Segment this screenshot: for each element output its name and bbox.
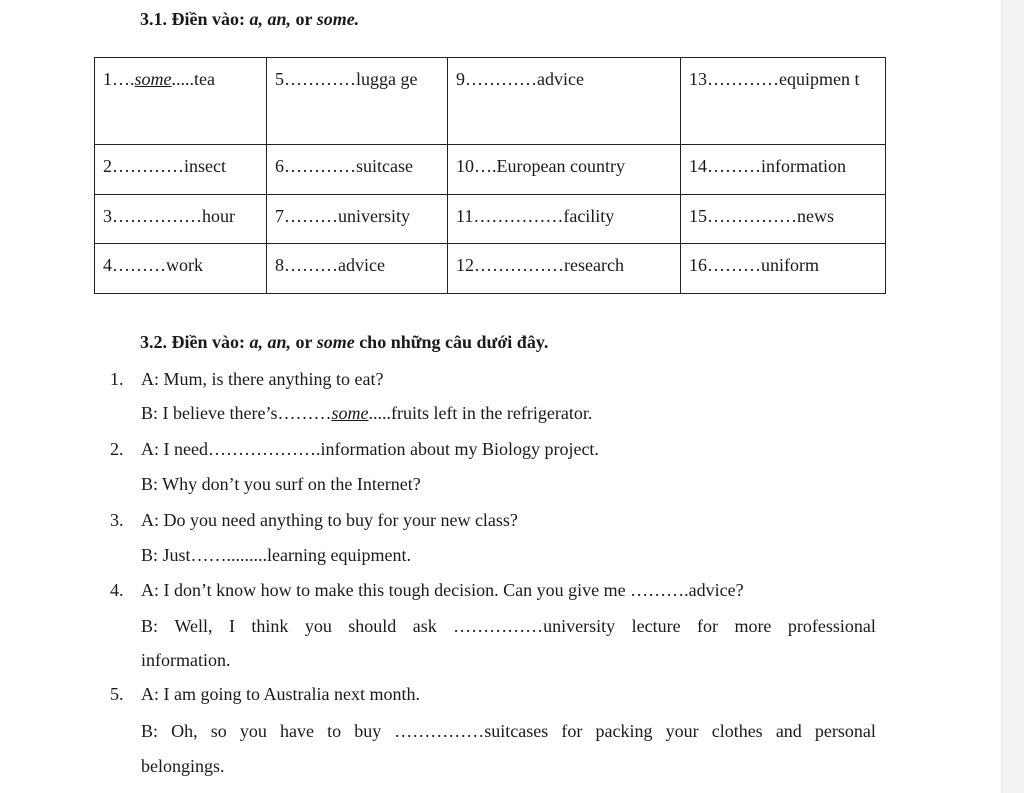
table-row [95,145,886,195]
question-line-b [141,614,876,638]
section-3-1-heading [140,9,359,30]
word: for [561,721,583,741]
cell-suffix: .....tea [171,69,215,89]
heading-or: or [291,332,317,352]
word: ask [412,616,437,636]
table-cell: 16………uniform [681,244,886,294]
question-line-b-continued: belongings. [141,756,225,776]
cell-prefix: 1…. [103,69,135,89]
word: personal [814,721,876,741]
word: buy [354,721,382,741]
word: clothes [711,721,763,741]
question-number: 3. [110,510,124,530]
table-cell: 4………work [95,244,267,294]
line-prefix: B: I believe there’s……… [141,403,332,423]
word: I [228,616,235,636]
word: should [348,616,397,636]
word: more [734,616,772,636]
word: you [239,721,267,741]
question-line-a: A: I am going to Australia next month. [141,684,420,704]
question-number: 1. [110,369,124,389]
question-line-b [141,401,876,425]
table-cell: 10….European country [448,145,681,195]
word: your [665,721,699,741]
table-cell: 9…………advice [448,58,681,145]
question-line-a: A: Mum, is there anything to eat? [141,369,384,389]
word: ……………university [453,616,616,636]
word: packing [595,721,653,741]
table-cell: 15……………news [681,195,886,244]
question-line-a: A: I don’t know how to make this tough decision. Can you give me ……….advice? [141,580,744,600]
word: Oh, [171,721,198,741]
word: to [327,721,342,741]
question-line-b: B: Just…….........learning equipment. [141,545,411,565]
table-row [95,244,886,294]
word: B: [141,616,159,636]
word: have [279,721,314,741]
table-row [95,195,886,244]
question-line-b [141,719,876,743]
question-line-a: A: I need……………….information about my Biology project. [141,439,599,459]
table-cell: 3……………hour [95,195,267,244]
table-row [95,58,886,145]
table-cell: 2…………insect [95,145,267,195]
table-cell [95,58,267,145]
table-cell: 12……………research [448,244,681,294]
table-cell: 6…………suitcase [267,145,448,195]
question-line-b: B: Why don’t you surf on the Internet? [141,474,421,494]
question-number: 4. [110,580,124,600]
scrollbar[interactable] [1001,0,1024,793]
question-number: 5. [110,684,124,704]
word: Well, [174,616,213,636]
heading-prefix: 3.1. Điền vào: [140,9,250,29]
table-cell: 5…………lugga ge [267,58,448,145]
heading-options: a, an, [249,332,292,352]
heading-suffix: cho những câu dưới đây. [354,332,549,352]
heading-or: or [291,9,317,29]
word: think [251,616,289,636]
heading-some: some [316,332,355,352]
table-cell: 14………information [681,145,886,195]
table-cell: 13…………equipmen t [681,58,886,145]
line-suffix: .....fruits left in the refrigerator. [368,403,593,423]
word: for [697,616,718,636]
article-table [94,57,886,294]
word: ……………suitcases [394,721,549,741]
filled-answer: some [134,69,172,89]
question-line-b-continued: information. [141,650,231,670]
table-cell: 11……………facility [448,195,681,244]
table-cell: 7………university [267,195,448,244]
word: and [775,721,802,741]
section-3-2-heading [140,332,548,353]
word: lecture [631,616,681,636]
word: so [210,721,227,741]
heading-some: some. [316,9,360,29]
word: professional [787,616,876,636]
heading-options: a, an, [249,9,292,29]
question-line-a: A: Do you need anything to buy for your new class? [141,510,518,530]
heading-prefix: 3.2. Điền vào: [140,332,250,352]
word: you [304,616,332,636]
word: B: [141,721,159,741]
question-number: 2. [110,439,124,459]
filled-answer: some [331,403,369,423]
table-cell: 8………advice [267,244,448,294]
